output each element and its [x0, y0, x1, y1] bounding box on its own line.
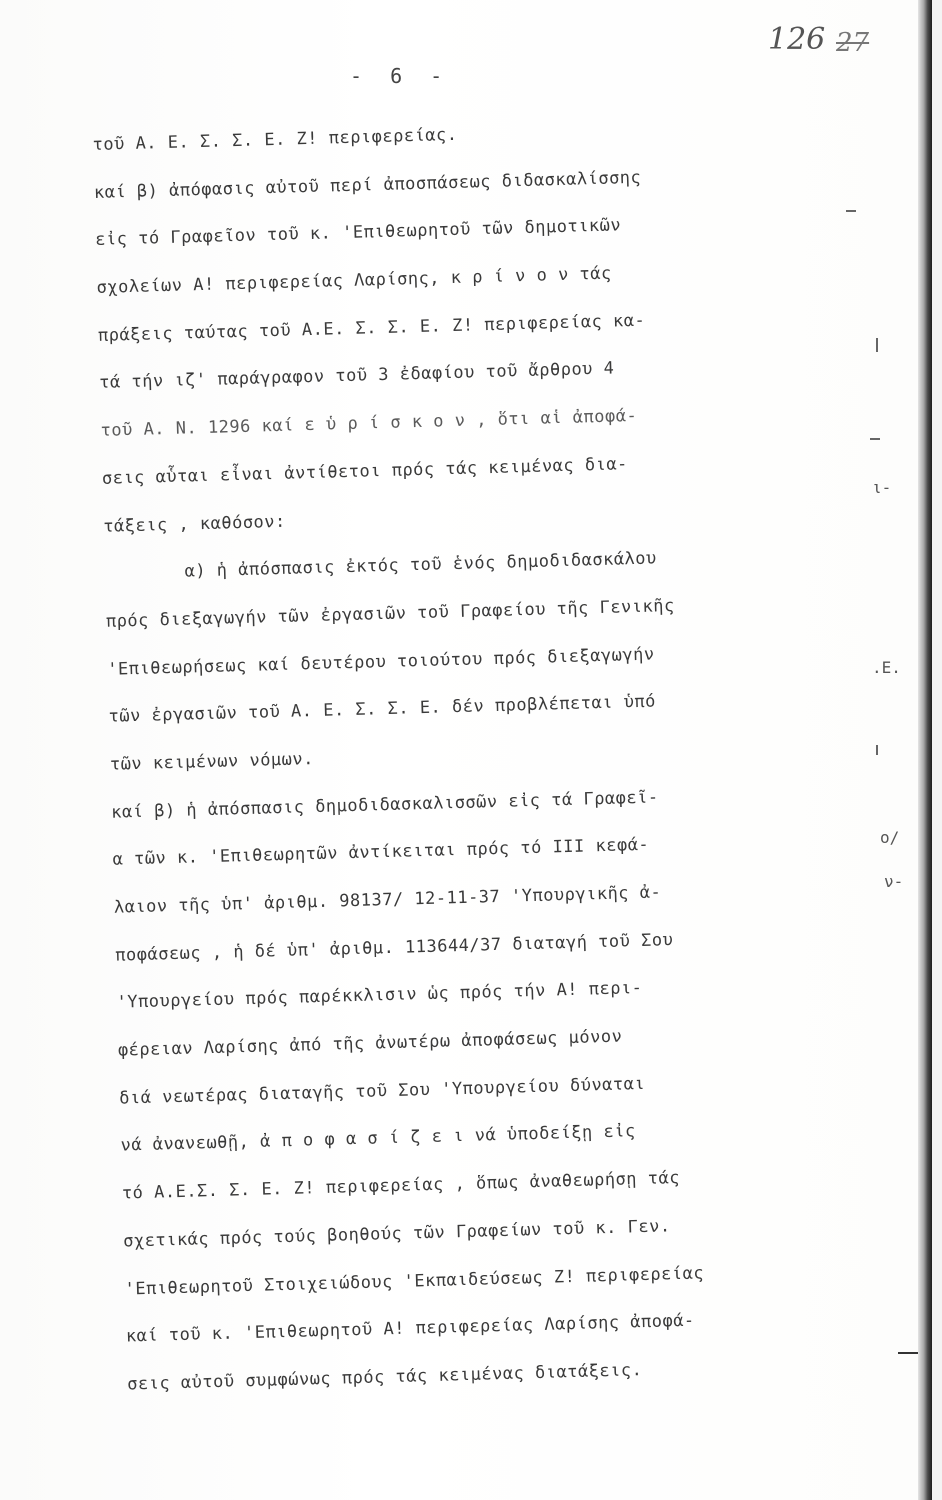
- margin-tick: [876, 745, 878, 755]
- text-line: νά ἀνανεωθῇ, ἀ π ο φ α σ ί ζ ε ι νά ὑποδείξῃ εἰς: [120, 1121, 636, 1157]
- text-line: τοῦ Α. Ε. Σ. Σ. Ε. Ζ! περιφερείας.: [92, 124, 458, 155]
- text-line: τῶν ἐργασιῶν τοῦ Α. Ε. Σ. Σ. Ε. δέν προβλέπεται ὑπό: [108, 691, 657, 728]
- margin-note: .Ε.: [872, 658, 901, 677]
- text-line: φέρειαν Λαρίσης ἀπό τῆς ἀνωτέρω ἀποφάσεως μόνον: [117, 1026, 623, 1061]
- text-line: σεις αὐτοῦ συμφώνως πρός τάς κειμένας διατάξεις.: [126, 1359, 643, 1395]
- text-line: ποφάσεως , ἡ δέ ὑπ' ἀριθμ. 113644/37 διαταγή τοῦ Σου: [114, 929, 674, 966]
- text-line: καί β) ἀπόφασις αὐτοῦ περί ἀποσπάσεως διδασκαλίσσης: [93, 167, 642, 203]
- text-line: διά νεωτέρας διαταγῆς τοῦ Σου 'Υπουργείου δύναται: [118, 1073, 646, 1109]
- text-line: σεις αὗται εἶναι ἀντίθετοι πρός τάς κειμένας δια-: [101, 453, 629, 489]
- text-line: σχετικάς πρός τούς βοηθούς τῶν Γραφείων τοῦ κ. Γεν.: [122, 1216, 671, 1252]
- text-line: 'Υπουργείου πρός παρέκκλισιν ὡς πρός τήν Α! περι-: [116, 978, 643, 1014]
- margin-tick: [846, 210, 856, 212]
- text-line: τό Α.Ε.Σ. Σ. Ε. Ζ! περιφερείας , ὅπως ἀναθεωρήσῃ τάς: [121, 1168, 681, 1204]
- text-line: λαιον τῆς ὑπ' ἀριθμ. 98137/ 12-11-37 'Υπουργικῆς ἀ-: [113, 882, 662, 918]
- margin-note: ν-: [884, 872, 904, 891]
- text-line: τοῦ Α. Ν. 1296 καί ε ὑ ρ ί σ κ ο ν , ὅτι αἱ ἀποφά-: [100, 406, 638, 442]
- text-line: τά τήν ιζ' παράγραφον τοῦ 3 ἐδαφίου τοῦ ἄρθρου 4: [99, 358, 615, 394]
- page-number: - 6 -: [350, 64, 451, 88]
- text-line: εἰς τό Γραφεῖον τοῦ κ. 'Επιθεωρητοῦ τῶν δημοτικῶν: [95, 215, 622, 251]
- margin-tick: [870, 438, 880, 440]
- margin-tick: [876, 338, 878, 352]
- typewritten-body: [92, 101, 898, 1410]
- page-edge: [932, 0, 942, 1500]
- text-line: 'Επιθεωρήσεως καί δευτέρου τοιούτου πρός διεξαγωγήν: [107, 644, 655, 680]
- text-line: πρός διεξαγωγήν τῶν ἐργασιῶν τοῦ Γραφείου τῆς Γενικῆς: [105, 595, 675, 632]
- text-line: α) ἡ ἀπόσπασις ἐκτός τοῦ ἑνός δημοδιδασκάλου: [184, 548, 658, 582]
- text-line: καί β) ἡ ἀπόσπασις δημοδιδασκαλισσῶν εἰς τά Γραφεῖ-: [111, 787, 659, 823]
- text-line: πράξεις ταύτας τοῦ Α.Ε. Σ. Σ. Ε. Ζ! περιφερείας κα-: [97, 310, 646, 346]
- text-line: 'Επιθεωρητοῦ Στοιχειώδους 'Εκπαιδεύσεως Ζ! περιφερείας: [124, 1262, 705, 1300]
- text-line: τάξεις , καθόσον:: [103, 511, 287, 537]
- page-binding-shadow: [918, 0, 932, 1500]
- text-line: σχολείων Α! περιφερείας Λαρίσης, κ ρ ί ν ο ν τάς: [96, 263, 612, 298]
- text-line: τῶν κειμένων νόμων.: [109, 748, 315, 775]
- margin-note: ο/: [880, 828, 900, 847]
- text-line: καί τοῦ κ. 'Επιθεωρητοῦ Α! περιφερείας Λαρίσης ἀποφά-: [125, 1310, 695, 1347]
- folio-number-struck: 27: [836, 28, 870, 58]
- folio-number: 126: [768, 22, 826, 57]
- text-line: α τῶν κ. 'Επιθεωρητῶν ἀντίκειται πρός τό ΙΙΙ κεφά-: [112, 835, 650, 871]
- margin-note: ι-: [872, 478, 892, 497]
